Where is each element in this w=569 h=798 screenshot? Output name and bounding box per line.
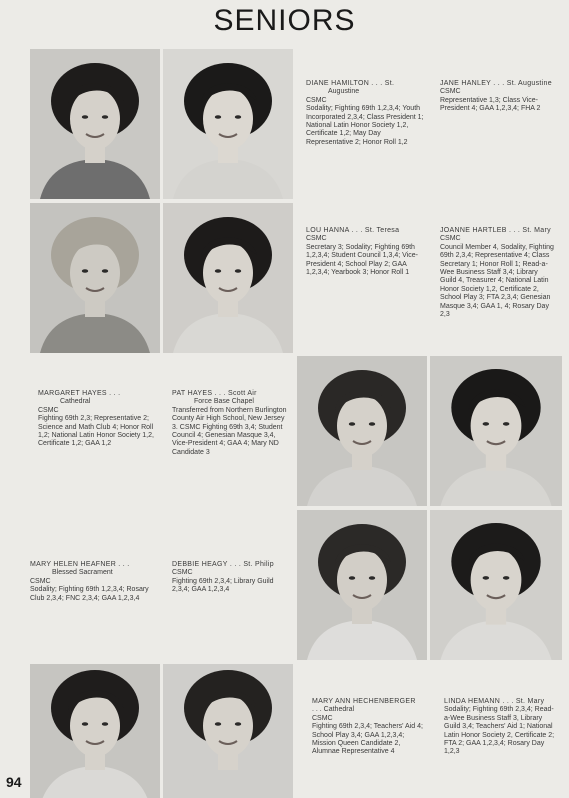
portrait-photo bbox=[30, 203, 160, 353]
senior-bio bbox=[172, 390, 288, 457]
left-eye bbox=[483, 576, 489, 580]
portrait-drawing bbox=[30, 664, 160, 798]
portrait-drawing bbox=[430, 356, 562, 506]
senior-name: LINDA HEMANN . . . St. Mary bbox=[444, 698, 545, 705]
senior-activities: Sodality; Fighting 69th 1,2,3,4; Youth Incorporated 2,3,4; Class President 1; National Latin Honor Society 1,2, Certificate 1,2; May Day Representative 2; Honor Roll 1,2 bbox=[306, 105, 424, 146]
senior-name: MARGARET HAYES . . . bbox=[38, 390, 121, 397]
portrait-photo bbox=[30, 49, 160, 199]
senior-school: CSMC bbox=[38, 406, 59, 414]
senior-name: MARY HELEN HEAFNER . . . bbox=[30, 561, 130, 568]
face bbox=[203, 242, 253, 304]
senior-activities: Fighting 69th 2,3,4; Teachers' Aid 4; School Play 3,4; GAA 1,2,3,4; Mission Queen Candidate 2, Alumnae Representative 4 bbox=[312, 723, 423, 756]
senior-activities: Fighting 69th 2,3,4; Library Guild 2,3,4; GAA 1,2,3,4 bbox=[172, 577, 274, 594]
senior-name: MARY ANN HECHENBERGER bbox=[312, 698, 416, 705]
portrait-photo bbox=[297, 356, 427, 506]
left-eye bbox=[215, 115, 221, 119]
right-eye bbox=[369, 576, 375, 580]
left-eye bbox=[82, 269, 88, 273]
face bbox=[337, 395, 387, 457]
senior-bio bbox=[30, 561, 152, 603]
left-eye bbox=[349, 576, 355, 580]
portrait-drawing bbox=[430, 510, 562, 660]
right-eye bbox=[235, 722, 241, 726]
senior-bio bbox=[38, 390, 156, 449]
face bbox=[70, 88, 120, 150]
senior-school: CSMC bbox=[440, 235, 461, 243]
face bbox=[471, 548, 522, 611]
senior-school: CSMC bbox=[306, 235, 327, 243]
left-eye bbox=[82, 722, 88, 726]
senior-activities: Representative 1,3; Class Vice-President 4; GAA 1,2,3,4; FHA 2 bbox=[440, 96, 541, 113]
senior-parish: . . . Cathedral bbox=[312, 706, 355, 714]
senior-parish: Cathedral bbox=[60, 398, 91, 406]
portrait-drawing bbox=[163, 49, 293, 199]
right-eye bbox=[235, 269, 241, 273]
page-title: SENIORS bbox=[213, 4, 356, 37]
senior-bio bbox=[312, 698, 426, 757]
portrait-drawing bbox=[297, 356, 427, 506]
portrait-drawing bbox=[297, 510, 427, 660]
senior-name: PAT HAYES . . . Scott Air bbox=[172, 390, 257, 397]
right-eye bbox=[235, 115, 241, 119]
portrait-photo bbox=[30, 664, 160, 798]
senior-name: DIANE HAMILTON . . . St. bbox=[306, 80, 395, 87]
portrait-drawing bbox=[163, 203, 293, 353]
senior-name: JANE HANLEY . . . St. Augustine bbox=[440, 80, 552, 87]
portrait-photo bbox=[163, 664, 293, 798]
left-eye bbox=[483, 422, 489, 426]
face bbox=[70, 242, 120, 304]
senior-bio bbox=[444, 698, 556, 757]
left-eye bbox=[215, 269, 221, 273]
portrait-photo bbox=[163, 49, 293, 199]
right-eye bbox=[369, 422, 375, 426]
left-eye bbox=[82, 115, 88, 119]
portrait-photo bbox=[430, 356, 562, 506]
portrait-drawing bbox=[30, 203, 160, 353]
senior-bio bbox=[172, 561, 288, 595]
left-eye bbox=[349, 422, 355, 426]
portrait-photo bbox=[163, 203, 293, 353]
senior-activities: Sodality; Fighting 69th 1,2,3,4; Rosary Club 2,3,4; FNC 2,3,4; GAA 1,2,3,4 bbox=[30, 586, 149, 602]
senior-activities: Fighting 69th 2,3; Representative 2; Science and Math Club 4; Honor Roll 1,2; National Latin Honor Society 1,2, Certificate 1,2; GAA 1,2 bbox=[38, 415, 154, 448]
senior-activities: Sodality; Fighting 69th 2,3,4; Read-a-Wee Business Staff 3, Library Guild 3,4; Teachers' Aid 1; National Latin Honor Society 2, Certificate 2; FTA 2; GAA 1,2,3,4; Rosary Day 1,2,3 bbox=[444, 706, 555, 756]
senior-parish: Blessed Sacrament bbox=[52, 569, 113, 577]
senior-activities: Secretary 3; Sodality; Fighting 69th 1,2,3,4; Student Council 1,3,4; Vice-President 4; School Play 2; GAA 1,2,3,4; Yearbook 3; Honor Roll 1 bbox=[306, 243, 418, 277]
right-eye bbox=[503, 576, 509, 580]
senior-activities: Transferred from Northern Burlington County Air High School, New Jersey 3. CSMC Fighting 69th 3,4; Student Council 4; Genesian Masque 3,4, Vice-President 4; GAA 4; Mary ND Candidate 3 bbox=[172, 406, 287, 456]
senior-bio bbox=[306, 80, 424, 147]
right-eye bbox=[102, 722, 108, 726]
right-eye bbox=[102, 115, 108, 119]
senior-bio bbox=[306, 227, 424, 277]
senior-name: DEBBIE HEAGY . . . St. Philip bbox=[172, 561, 274, 568]
portrait-photo bbox=[430, 510, 562, 660]
face bbox=[337, 549, 387, 611]
portrait-drawing bbox=[163, 664, 293, 798]
right-eye bbox=[503, 422, 509, 426]
senior-name: JOANNE HARTLEB . . . St. Mary bbox=[440, 227, 551, 234]
senior-activities: Council Member 4, Sodality, Fighting 69th 2,3,4; Representative 4; Class Secretary 1; Honor Roll 1; Read-a-Wee Business Staff 3,4; Library Guild 4, Treasurer 4; National Latin Honor Society 1,2, Certificate 2, School Play 3; FTA 2,3,4; Genesian Masque 3,4; GAA 1, 4; Rosary Day 2,3 bbox=[440, 243, 554, 319]
senior-school: CSMC bbox=[440, 88, 461, 96]
portrait-drawing bbox=[30, 49, 160, 199]
right-eye bbox=[102, 269, 108, 273]
portrait-photo bbox=[297, 510, 427, 660]
page-number: 94 bbox=[6, 774, 22, 790]
senior-name: LOU HANNA . . . St. Teresa bbox=[306, 227, 400, 234]
senior-school: CSMC bbox=[30, 577, 51, 585]
senior-bio bbox=[440, 80, 556, 114]
face bbox=[471, 394, 522, 457]
senior-parish: Force Base Chapel bbox=[194, 398, 254, 406]
senior-school: CSMC bbox=[172, 569, 193, 577]
face bbox=[203, 695, 253, 757]
left-eye bbox=[215, 722, 221, 726]
senior-school: CSMC bbox=[306, 96, 327, 104]
senior-school: CSMC bbox=[312, 714, 333, 722]
senior-parish: Augustine bbox=[328, 88, 360, 96]
senior-bio bbox=[440, 227, 556, 319]
face bbox=[70, 695, 120, 757]
face bbox=[203, 88, 253, 150]
